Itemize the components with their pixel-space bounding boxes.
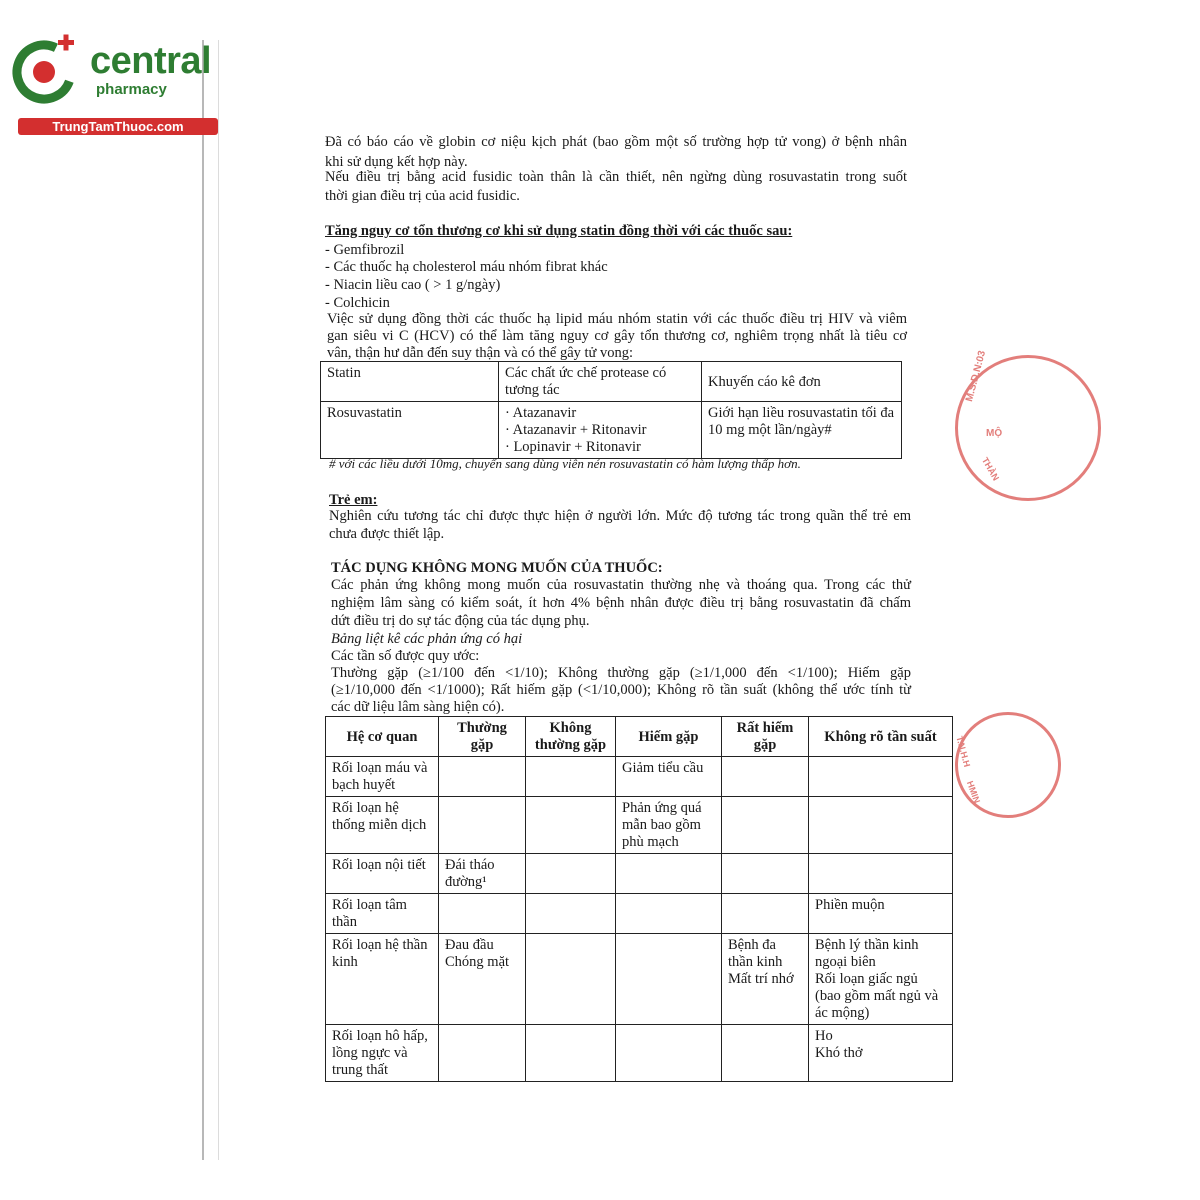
table-cell-statin: Rosuvastatin [321,402,499,459]
organ-cell: Rối loạn hô hấp, lồng ngực và trung thất [326,1025,439,1082]
para4-line1: Các phản ứng không mong muốn của rosuvastatin thường nhẹ và thoáng qua. Trong các thử [331,577,911,593]
uncommon-cell [526,797,616,854]
heading-statin-risk: Tăng nguy cơ tổn thương cơ khi sử dụng statin đồng thời với các thuốc sau: [325,223,793,239]
table-row [326,757,953,797]
adverse-effects-table [325,716,953,1082]
table-row [326,894,953,934]
table-header-cell: Thường gặp [439,717,526,757]
very-rare-cell [722,854,809,894]
para1-line3: Nếu điều trị bằng acid fusidic toàn thân là cần thiết, nên ngừng dùng rosuvastatin trong suốt [325,169,907,185]
company-stamp-bottom [955,712,1061,818]
logo-text [90,40,211,98]
inhibitor-item: · Atazanavir + Ritonavir [505,422,647,438]
para2-line3: vân, thận hư dẫn đến suy thận và có thể gây tử vong: [327,345,634,361]
stamp-top-clip [955,349,1003,505]
logo-mark-icon [8,36,88,116]
list1-item: - Các thuốc hạ cholesterol máu nhóm fibrat khác [325,259,608,275]
company-stamp-top [955,349,1101,501]
rare-cell: Phản ứng quá mẫn bao gồm phù mạch [616,797,722,854]
organ-cell: Rối loạn tâm thần [326,894,439,934]
logo-sub: pharmacy [96,81,167,98]
table-row [326,854,953,894]
para4-line2: nghiệm lâm sàng có kiểm soát, ít hơn 4% bệnh nhân được điều trị bằng rosuvastatin đã chấm [331,595,911,611]
stamp-text: T.N.H.H [954,735,973,769]
central-pharmacy-logo[interactable] [8,36,213,136]
organ-cell: Rối loạn nội tiết [326,854,439,894]
para1-line2: khi sử dụng kết hợp này. [325,154,468,170]
table-row [326,1025,953,1082]
unknown-cell [809,797,953,854]
stamp-text: MỘ [986,428,1003,439]
logo-name: central [90,40,212,82]
unknown-cell [809,854,953,894]
very-rare-cell [722,757,809,797]
common-cell: Đái tháo đường¹ [439,854,526,894]
organ-cell: Rối loạn hệ thống miễn dịch [326,797,439,854]
rare-cell [616,1025,722,1082]
very-rare-cell [722,797,809,854]
para5-line1: Các tần số được quy ước: [331,648,480,664]
stamp-bottom-clip [955,712,996,822]
list1-item: - Niacin liều cao ( > 1 g/ngày) [325,277,501,293]
table1-footnote: # với các liều dưới 10mg, chuyển sang dùng viên nén rosuvastatin có hàm lượng thấp hơn. [329,456,801,471]
table-row [321,402,902,459]
unknown-cell [809,757,953,797]
para1-line4: thời gian điều trị của acid fusidic. [325,188,520,204]
inhibitor-item: · Lopinavir + Ritonavir [505,439,641,455]
list1-item: - Colchicin [325,295,390,311]
para5-line3: (≥1/10,000 đến <1/1000); Rất hiếm gặp (<1/10,000); Không rõ tần suất (không thể ước tính từ [331,682,911,698]
uncommon-cell [526,1025,616,1082]
common-cell: Đau đầu Chóng mặt [439,934,526,1025]
organ-cell: Rối loạn hệ thần kinh [326,934,439,1025]
rare-cell [616,854,722,894]
table-header-row [326,717,953,757]
very-rare-cell [722,894,809,934]
rare-cell [616,934,722,1025]
table-cell-inhibitors [499,402,702,459]
common-cell [439,1025,526,1082]
common-cell [439,757,526,797]
list1-item: - Gemfibrozil [325,242,405,258]
uncommon-cell [526,934,616,1025]
table-header-cell: Rất hiếm gặp [722,717,809,757]
table-header-cell: Không thường gặp [526,717,616,757]
page-edge [202,40,204,1160]
para2-line2: gan siêu vi C (HCV) có thể làm tăng nguy cơ gây tổn thương cơ, nghiêm trọng nhất là tiêu cơ [327,328,907,344]
para3-line2: chưa được thiết lập. [329,526,445,542]
common-cell [439,797,526,854]
unknown-cell: Bệnh lý thần kinh ngoại biên Rối loạn giấc ngủ (bao gồm mất ngủ và ác mộng) [809,934,953,1025]
uncommon-cell [526,854,616,894]
table-header-row [321,362,902,402]
very-rare-cell: Bệnh đa thần kinh Mất trí nhớ [722,934,809,1025]
protease-interaction-table [320,361,902,459]
table-header-cell: Hệ cơ quan [326,717,439,757]
adverse-table-caption: Bảng liệt kê các phản ứng có hại [331,631,523,647]
uncommon-cell [526,757,616,797]
page-edge-shadow [218,40,219,1160]
stamp-text: THÀN [979,455,1002,483]
stamp-text: HMIN [964,779,983,805]
table-header-cell: Hiếm gặp [616,717,722,757]
organ-cell: Rối loạn máu và bạch huyết [326,757,439,797]
rare-cell: Giảm tiểu cầu [616,757,722,797]
table-row [326,797,953,854]
common-cell [439,894,526,934]
table-cell-advice: Giới hạn liều rosuvastatin tối đa 10 mg một lần/ngày# [702,402,902,459]
rare-cell [616,894,722,934]
para5-line2: Thường gặp (≥1/100 đến <1/10); Không thường gặp (≥1/1,000 đến <1/100); Hiếm gặp [331,665,911,681]
para4-line3: dứt điều trị do sự tác động của tác dụng phụ. [331,613,590,629]
inhibitor-item: · Atazanavir [505,405,577,421]
table-header-cell: Statin [321,362,499,402]
heading-children: Trẻ em: [329,492,378,508]
uncommon-cell [526,894,616,934]
unknown-cell: Ho Khó thở [809,1025,953,1082]
para5-line4: các dữ liệu lâm sàng hiện có). [331,699,505,715]
para2-line1: Việc sử dụng đồng thời các thuốc hạ lipid máu nhóm statin với các thuốc điều trị HIV và viêm [327,311,907,327]
table-header-cell: Khuyến cáo kê đơn [702,362,902,402]
logo-url[interactable]: TrungTamThuoc.com [18,118,218,135]
heading-adverse-effects: TÁC DỤNG KHÔNG MONG MUỐN CỦA THUỐC: [331,560,663,576]
stamp-text: M.S.D.N:03 [964,349,989,403]
unknown-cell: Phiền muộn [809,894,953,934]
table-header-cell: Các chất ức chế protease có tương tác [499,362,702,402]
very-rare-cell [722,1025,809,1082]
para1-line1: Đã có báo cáo về globin cơ niệu kịch phát (bao gồm một số trường hợp tử vong) ở bệnh nhân [325,134,907,150]
para3-line1: Nghiên cứu tương tác chỉ được thực hiện ở người lớn. Mức độ tương tác trong quần thể trẻ em [329,508,911,524]
table-row [326,934,953,1025]
table-header-cell: Không rõ tần suất [809,717,953,757]
